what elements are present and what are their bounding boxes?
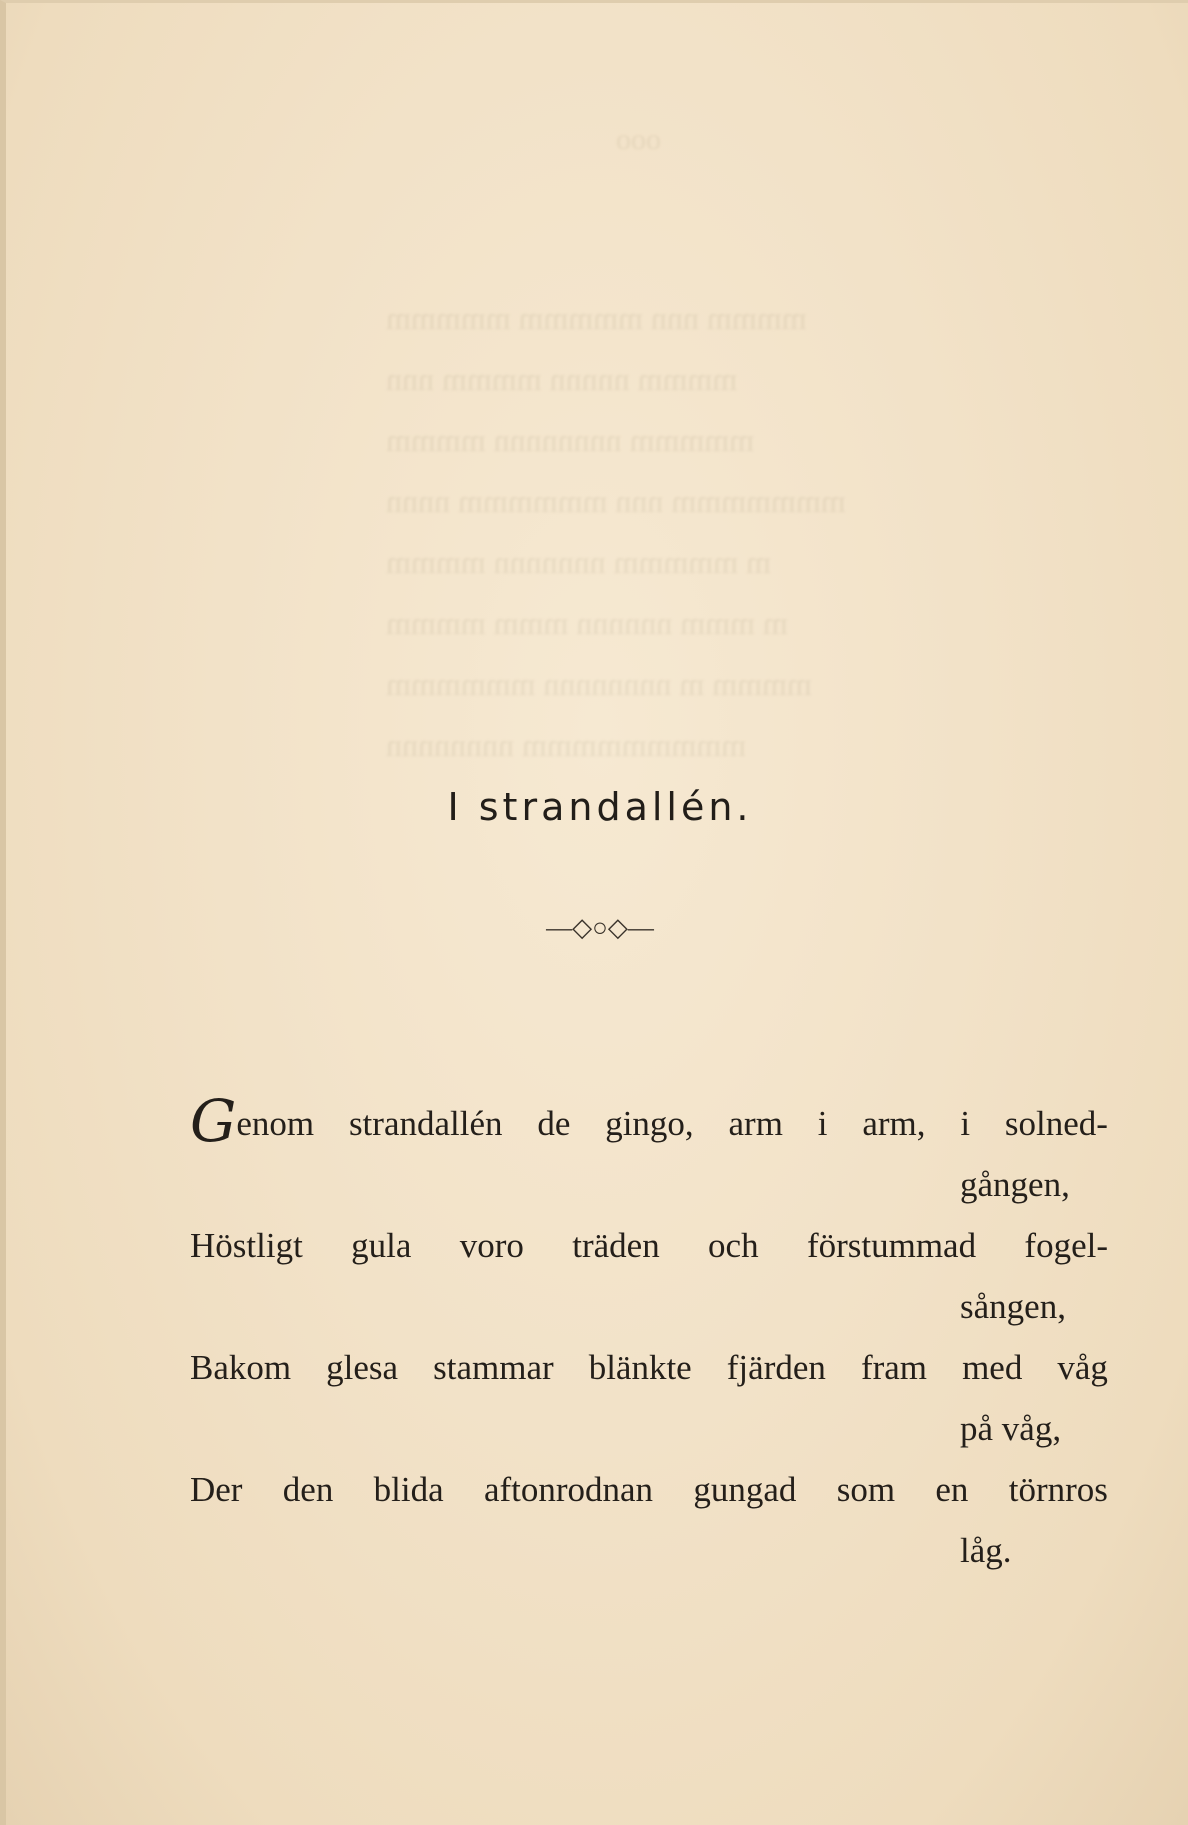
ornament-divider: —◇○◇— xyxy=(546,913,654,942)
poem-word: gången, xyxy=(960,1165,1070,1204)
poem-word: och xyxy=(708,1226,759,1265)
poem-body xyxy=(190,1087,1108,1581)
poem-line-4 xyxy=(190,1459,1108,1520)
poem-word: törnros xyxy=(1008,1470,1108,1509)
poem-word: Höstligt xyxy=(190,1226,303,1265)
poem-line-3-continuation xyxy=(190,1398,1108,1459)
poem-word: med xyxy=(962,1348,1023,1387)
poem-word: våg xyxy=(1057,1348,1108,1387)
poem-word: den xyxy=(282,1470,334,1509)
poem-line-3 xyxy=(190,1337,1108,1398)
poem-word: gula xyxy=(351,1226,412,1265)
poem-word: låg. xyxy=(960,1531,1012,1570)
poem-word: förstummad xyxy=(806,1226,977,1265)
poem-word: strandallén xyxy=(348,1104,503,1143)
poem-word: voro xyxy=(459,1226,524,1265)
poem-line-4-continuation xyxy=(190,1520,1108,1581)
poem-word: fjärden xyxy=(726,1348,826,1387)
poem-word: sången, xyxy=(960,1287,1066,1326)
poem-word: Bakom xyxy=(190,1348,292,1387)
show-through-page-number: ooo xyxy=(616,123,661,156)
show-through-text: mmmm nnn mmmmm mmmmm mmmm nnnnn mmmm nnn mmmmm nnnnnnnn mmmm mmmmmmm nnn mmmmmm nnnn m mmmmm nnnnnnn mmmm m mmm nnnnnn mmm mmmm mmmm m nnnnnnnn mmmmmm mmmmmmmmm nnnnnnnn xyxy=(386,300,846,763)
poem-word: fogel- xyxy=(1024,1226,1108,1265)
poem-word: på våg, xyxy=(960,1409,1062,1448)
poem-word: gungad xyxy=(693,1470,797,1509)
poem-line-2 xyxy=(190,1215,1108,1276)
poem-word: gingo, xyxy=(605,1104,694,1143)
poem-word: stammar xyxy=(433,1348,554,1387)
poem-line-1 xyxy=(190,1087,1108,1155)
poem-word: de xyxy=(537,1104,571,1143)
poem-word: en xyxy=(935,1470,969,1509)
poem-word: i xyxy=(960,1104,971,1143)
poem-word: träden xyxy=(572,1226,660,1265)
poem-word: arm, xyxy=(862,1104,926,1143)
poem-word: blida xyxy=(373,1470,444,1509)
poem-title: I strandallén. xyxy=(447,785,753,829)
poem-word: fram xyxy=(860,1348,928,1387)
poem-line-1-continuation xyxy=(190,1154,1108,1215)
poem-word: solned- xyxy=(1004,1104,1108,1143)
poem-word: i xyxy=(817,1104,828,1143)
poem-word: blänkte xyxy=(588,1348,692,1387)
poem-word: Der xyxy=(190,1470,243,1509)
poem-word: Genom xyxy=(190,1087,315,1155)
poem-word: som xyxy=(836,1470,896,1509)
poem-word: arm xyxy=(728,1104,783,1143)
poem-word: glesa xyxy=(326,1348,399,1387)
poem-word: aftonrodnan xyxy=(483,1470,654,1509)
poem-line-2-continuation xyxy=(190,1276,1108,1337)
drop-cap: G xyxy=(190,1087,237,1155)
